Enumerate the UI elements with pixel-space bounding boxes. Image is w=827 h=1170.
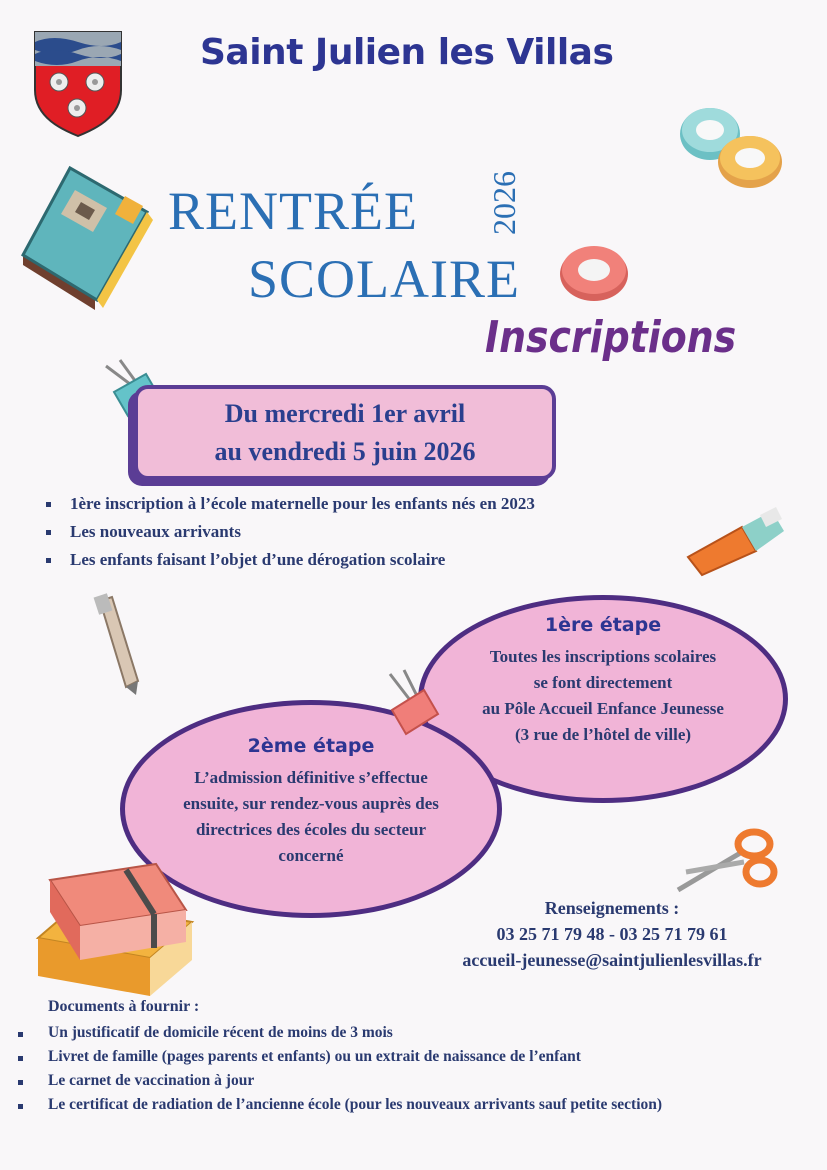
step-1-text xyxy=(423,644,783,748)
books-stack-icon xyxy=(30,850,200,1000)
list-item: Le certificat de radiation de l’ancienne école (pour les nouveaux arrivants sauf petite section) xyxy=(14,1093,814,1117)
title-scolaire: SCOLAIRE xyxy=(248,249,521,309)
documents-heading: Documents à fournir : xyxy=(48,998,200,1015)
town-name: Saint Julien les Villas xyxy=(200,32,614,73)
scissors-icon xyxy=(672,822,780,896)
step-1-line: se font directement xyxy=(533,673,673,692)
step-2-line: directrices des écoles du secteur xyxy=(195,820,427,839)
step-1-line: Toutes les inscriptions scolaires xyxy=(489,647,717,666)
step-2-title: 2ème étape xyxy=(247,735,375,757)
binder-clip-icon xyxy=(380,670,446,736)
contact-heading: Renseignements : xyxy=(544,898,680,918)
date-line-2: au vendredi 5 juin 2026 xyxy=(214,437,476,466)
documents-list xyxy=(14,1021,814,1117)
contact-email[interactable]: accueil-jeunesse@saintjulienlesvillas.fr xyxy=(462,950,762,970)
inscriptions-heading: Inscriptions xyxy=(485,312,737,363)
list-item: 1ère inscription à l’école maternelle pour les enfants nés en 2023 xyxy=(42,490,702,518)
contact-phones: 03 25 71 79 48 - 03 25 71 79 61 xyxy=(496,924,728,944)
eligibility-list xyxy=(42,490,702,574)
step-1-title: 1ère étape xyxy=(544,614,662,636)
list-item: Un justificatif de domicile récent de moins de 3 mois xyxy=(14,1021,814,1045)
step-2-line: concerné xyxy=(278,846,344,865)
list-item: Le carnet de vaccination à jour xyxy=(14,1069,814,1093)
date-line-1: Du mercredi 1er avril xyxy=(224,399,466,428)
contact-block xyxy=(420,895,804,973)
step-2-line: L’admission définitive s’effectue xyxy=(194,768,428,787)
pen-icon xyxy=(90,595,148,695)
step-1-line: au Pôle Accueil Enfance Jeunesse xyxy=(482,699,724,718)
coat-of-arms-icon xyxy=(33,30,123,138)
tape-roll-icon xyxy=(558,240,630,302)
step-2-line: ensuite, sur rendez-vous auprès des xyxy=(183,794,439,813)
tape-roll-icon xyxy=(676,100,784,195)
year-label: 2026 xyxy=(486,171,522,235)
highlighter-icon xyxy=(680,495,788,575)
title-rentree: RENTRÉE xyxy=(168,181,418,241)
list-item: Les enfants faisant l’objet d’une dérogation scolaire xyxy=(42,546,702,574)
step-1-line: (3 rue de l’hôtel de ville) xyxy=(514,725,692,744)
list-item: Les nouveaux arrivants xyxy=(42,518,702,546)
registration-dates-box xyxy=(134,385,556,480)
list-item: Livret de famille (pages parents et enfants) ou un extrait de naissance de l’enfant xyxy=(14,1045,814,1069)
book-icon xyxy=(15,160,155,310)
